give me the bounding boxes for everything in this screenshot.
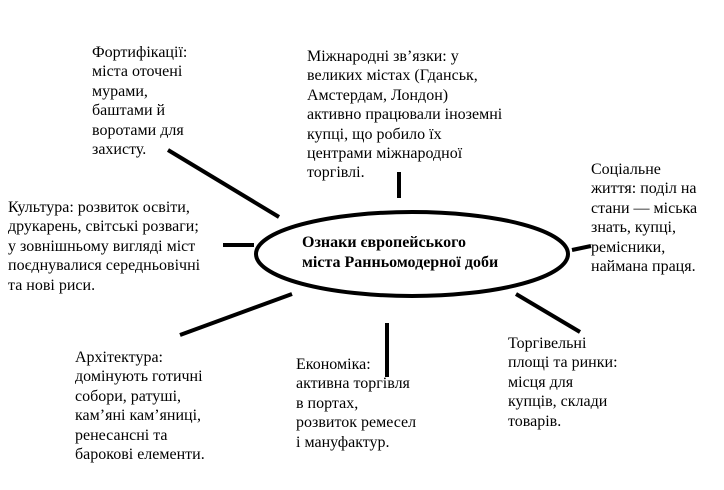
node-fortifications: Фортифікації: міста оточені мурами, баштами й воротами для захисту. xyxy=(92,44,188,159)
node-international-relations: Міжнародні зв’язки: у великих містах (Гданськ, Амстердам, Лондон) активно працювали іноземні купці, що робило їх центрами міжнародної торгівлі. xyxy=(307,48,503,182)
node-social-life: Соціальне життя: поділ на стани — міська знать, купці, ремісники, наймана праця. xyxy=(591,161,698,276)
connector-architecture xyxy=(180,294,292,335)
node-culture: Культура: розвиток освіти, друкарень, світські розваги; у зовнішньому вигляді міст поєднувалися середньовічні та нові риси. xyxy=(8,199,201,294)
center-title: Ознаки європейського міста Ранньомодерної доби xyxy=(302,234,499,271)
node-architecture: Архітектура: домінують готичні собори, ратуші, кам’яні кам’яниці, ренесансні та барокові елементи. xyxy=(75,349,205,464)
node-trade-squares: Торгівельні площі та ринки: місця для купців, склади товарів. xyxy=(508,335,618,430)
connector-trade xyxy=(516,294,580,332)
node-economy: Економіка: активна торгівля в портах, розвиток ремесел і мануфактур. xyxy=(296,356,417,451)
connector-social xyxy=(572,246,591,250)
